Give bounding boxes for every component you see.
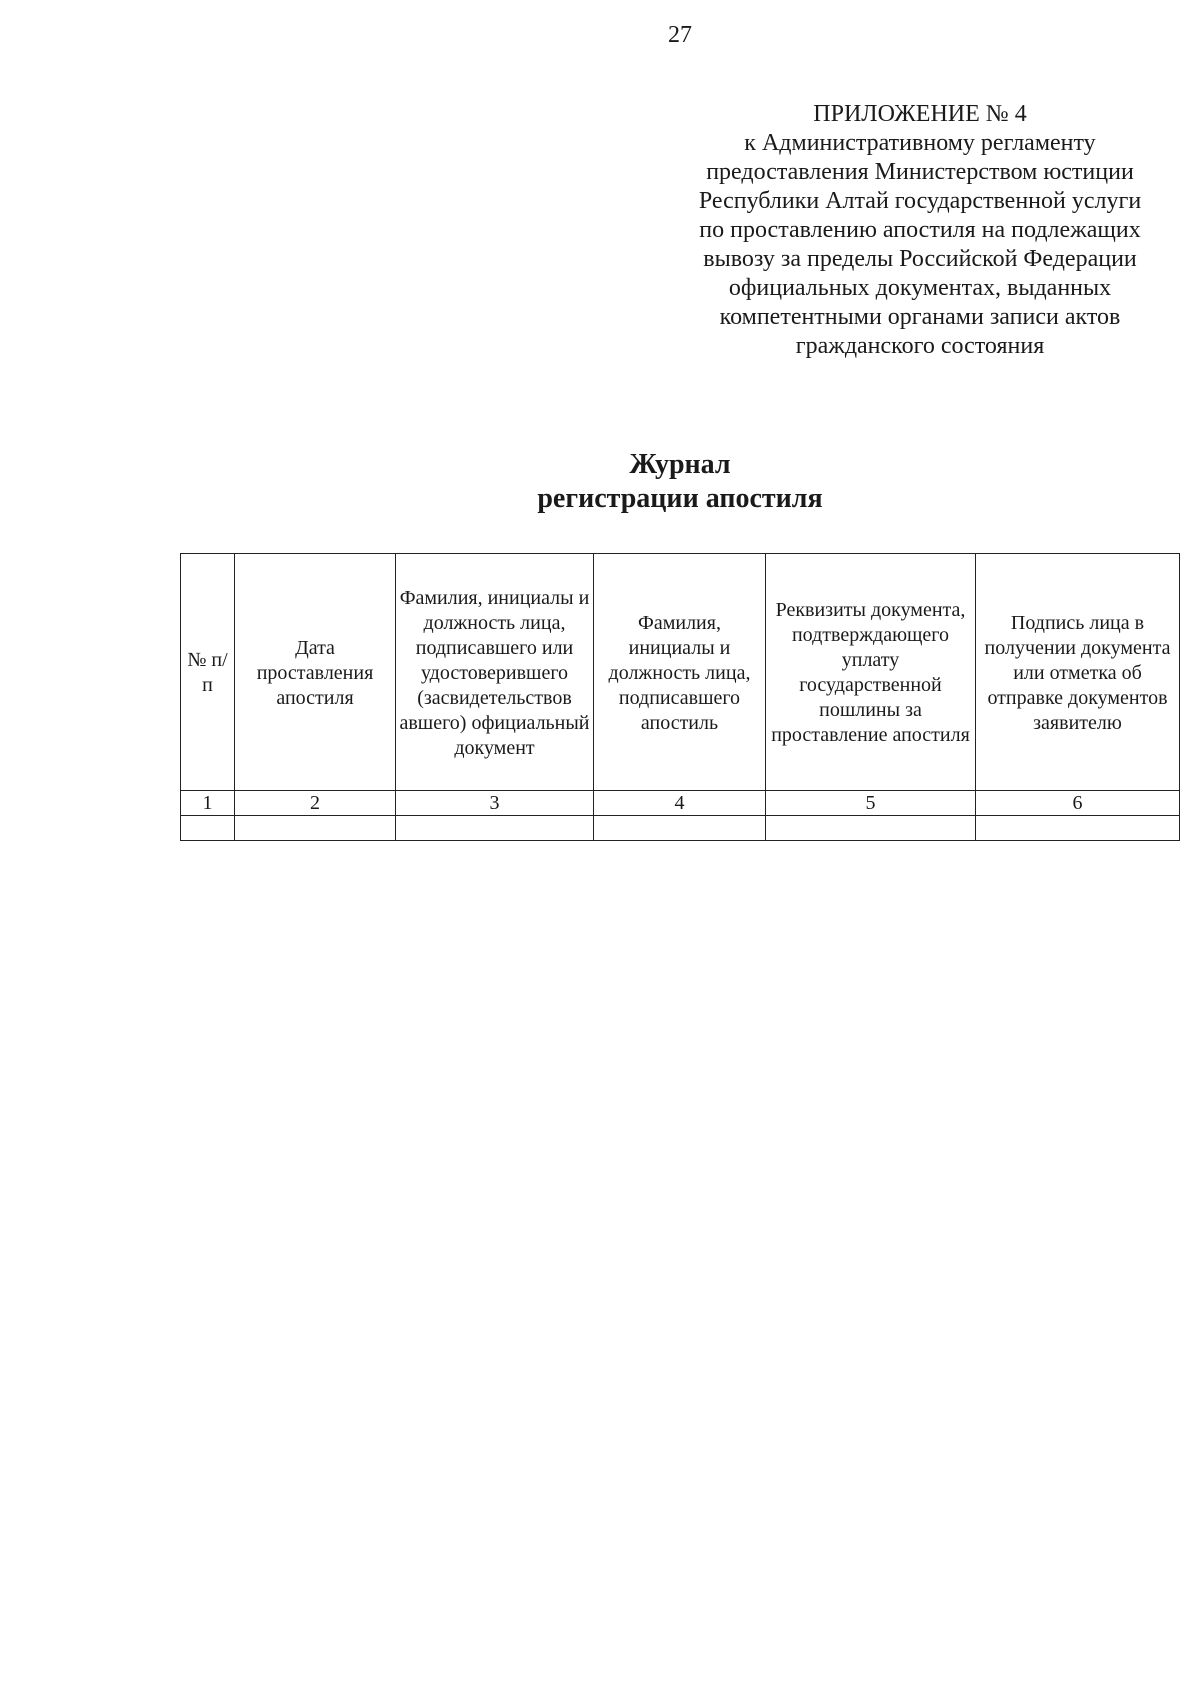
appendix-line: к Административному регламенту bbox=[744, 130, 1096, 156]
journal-title-line: Журнал bbox=[629, 449, 731, 480]
appendix-title: ПРИЛОЖЕНИЕ № 4 bbox=[813, 101, 1027, 127]
table-row bbox=[181, 816, 1180, 841]
table-header-row bbox=[181, 554, 1180, 791]
header-cell-receipt-signature: Подпись лица в получении документа или отметка об отправке документов заявителю bbox=[976, 554, 1180, 791]
empty-cell bbox=[235, 816, 396, 841]
column-number-cell: 2 bbox=[235, 791, 396, 816]
column-number-cell: 1 bbox=[181, 791, 235, 816]
appendix-line: Республики Алтай государственной услуги bbox=[698, 188, 1142, 214]
appendix-line: гражданского состояния bbox=[795, 333, 1045, 359]
appendix-block bbox=[680, 100, 1160, 361]
empty-cell bbox=[181, 816, 235, 841]
journal-title bbox=[180, 448, 1180, 516]
appendix-line: по проставлению апостиля на подлежащих bbox=[699, 217, 1141, 243]
page-number: 27 bbox=[668, 22, 692, 48]
column-number-cell: 3 bbox=[396, 791, 594, 816]
empty-cell bbox=[396, 816, 594, 841]
appendix-line: вывозу за пределы Российской Федерации bbox=[703, 246, 1137, 272]
journal-subtitle-line: регистрации апостиля bbox=[537, 483, 823, 514]
journal-table bbox=[180, 553, 1180, 841]
header-cell-date: Дата проставления апостиля bbox=[235, 554, 396, 791]
empty-cell bbox=[766, 816, 976, 841]
header-cell-apostille-signer: Фамилия, инициалы и должность лица, подписавшего апостиль bbox=[594, 554, 766, 791]
empty-cell bbox=[594, 816, 766, 841]
header-cell-number: № п/п bbox=[181, 554, 235, 791]
appendix-line: официальных документах, выданных bbox=[728, 275, 1112, 301]
column-number-cell: 4 bbox=[594, 791, 766, 816]
column-number-cell: 6 bbox=[976, 791, 1180, 816]
header-cell-document-signer: Фамилия, инициалы и должность лица, подписавшего или удостоверившего (засвидетельствов авшего) официальный документ bbox=[396, 554, 594, 791]
empty-cell bbox=[976, 816, 1180, 841]
appendix-line: компетентными органами записи актов bbox=[719, 304, 1121, 330]
table-row bbox=[181, 791, 1180, 816]
header-cell-fee-payment: Реквизиты документа, подтверждающего уплату государственной пошлины за проставление апостиля bbox=[766, 554, 976, 791]
appendix-line: предоставления Министерством юстиции bbox=[706, 159, 1134, 185]
column-number-cell: 5 bbox=[766, 791, 976, 816]
